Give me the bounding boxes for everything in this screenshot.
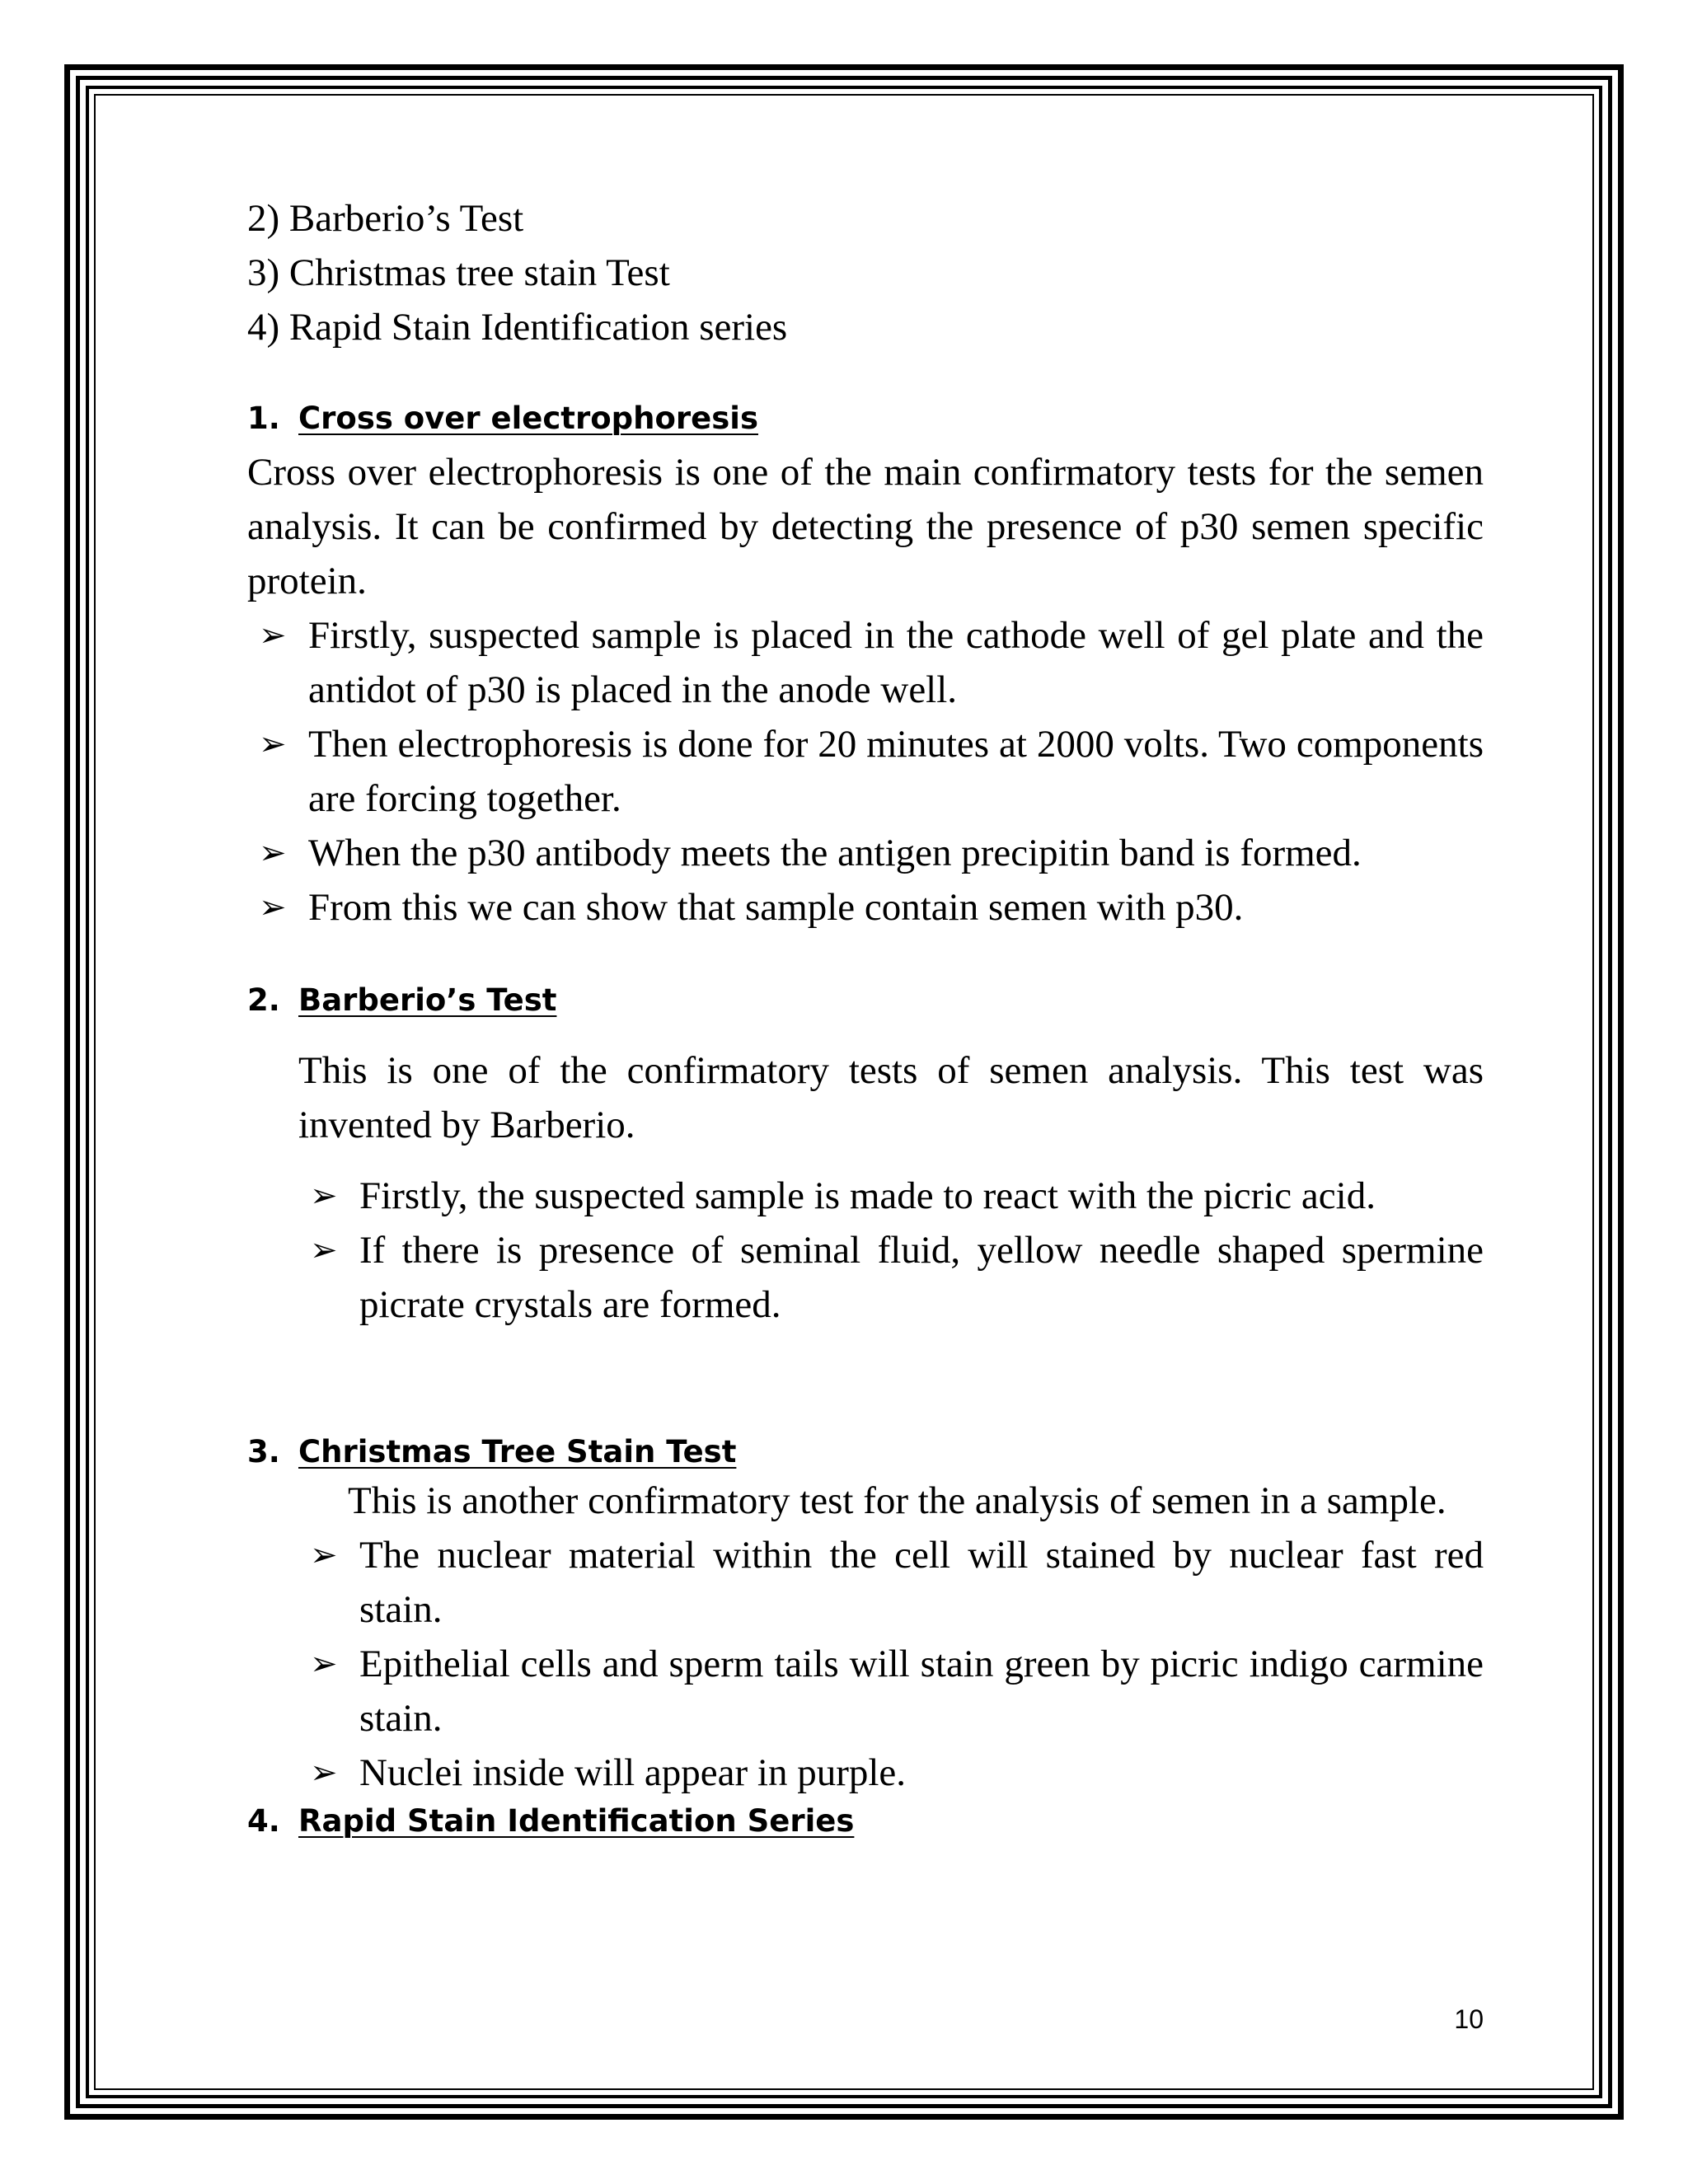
section-rapid-stain-identification-series bbox=[247, 1800, 1484, 1843]
list-item-text: The nuclear material within the cell will stained by nuclear fast red stain. bbox=[359, 1534, 1484, 1631]
section-barberios-test bbox=[247, 979, 1484, 1332]
arrow-bullet-icon: ➢ bbox=[310, 1645, 338, 1683]
arrow-bullet-icon: ➢ bbox=[259, 616, 287, 654]
list-item bbox=[247, 608, 1484, 717]
list-item bbox=[247, 717, 1484, 826]
bullet-list bbox=[298, 1169, 1484, 1332]
list-item-text: Firstly, suspected sample is placed in the cathode well of gel plate and the antidot of p30 is placed in the anode well. bbox=[308, 614, 1484, 711]
arrow-bullet-icon: ➢ bbox=[259, 725, 287, 763]
list-item bbox=[298, 1746, 1484, 1800]
intro-list bbox=[247, 191, 1484, 354]
section-number: 2. bbox=[247, 982, 280, 1018]
arrow-bullet-icon: ➢ bbox=[310, 1231, 338, 1269]
list-item bbox=[298, 1637, 1484, 1746]
list-item-text: From this we can show that sample contain semen with p30. bbox=[308, 886, 1244, 929]
section-christmas-tree-stain-test bbox=[247, 1431, 1484, 1800]
section-cross-over-electrophoresis bbox=[247, 397, 1484, 935]
list-item bbox=[247, 826, 1484, 880]
arrow-bullet-icon: ➢ bbox=[259, 834, 287, 872]
section-title: Barberio’s Test bbox=[298, 982, 557, 1018]
list-item bbox=[298, 1169, 1484, 1223]
section-paragraph: This is another confirmatory test for the analysis of semen in a sample. bbox=[348, 1479, 1447, 1522]
list-item-text: If there is presence of seminal fluid, yellow needle shaped spermine picrate crystals are formed. bbox=[359, 1229, 1484, 1326]
list-item-text: Nuclei inside will appear in purple. bbox=[359, 1751, 907, 1794]
section-number: 3. bbox=[247, 1434, 280, 1469]
list-item bbox=[298, 1528, 1484, 1637]
section-title: Rapid Stain Identification Series bbox=[298, 1803, 855, 1839]
section-heading bbox=[247, 979, 1484, 1022]
arrow-bullet-icon: ➢ bbox=[310, 1177, 338, 1215]
list-item bbox=[298, 1223, 1484, 1332]
section-number: 4. bbox=[247, 1803, 280, 1839]
section-title: Christmas Tree Stain Test bbox=[298, 1434, 737, 1469]
arrow-bullet-icon: ➢ bbox=[259, 888, 287, 926]
section-title: Cross over electrophoresis bbox=[298, 401, 758, 436]
section-paragraph: Cross over electrophoresis is one of the main confirmatory tests for the semen analysis. It can be confirmed by detecting the presence of p30 semen specific protein. bbox=[247, 451, 1484, 602]
list-item-text: Firstly, the suspected sample is made to react with the picric acid. bbox=[359, 1174, 1376, 1217]
list-item bbox=[247, 880, 1484, 935]
section-heading bbox=[247, 1800, 1484, 1843]
page-number: 10 bbox=[1454, 2004, 1484, 2034]
section-heading bbox=[247, 397, 1484, 440]
list-item-text: Then electrophoresis is done for 20 minutes at 2000 volts. Two components are forcing together. bbox=[308, 723, 1484, 820]
intro-item-christmas-tree: 3) Christmas tree stain Test bbox=[247, 251, 670, 294]
list-item-text: When the p30 antibody meets the antigen precipitin band is formed. bbox=[308, 832, 1362, 874]
arrow-bullet-icon: ➢ bbox=[310, 1536, 338, 1574]
section-paragraph: This is one of the confirmatory tests of semen analysis. This test was invented by Barberio. bbox=[298, 1049, 1484, 1146]
section-heading bbox=[247, 1431, 1484, 1474]
bullet-list bbox=[247, 608, 1484, 935]
section-number: 1. bbox=[247, 401, 280, 436]
page-content bbox=[247, 191, 1484, 1843]
list-item-text: Epithelial cells and sperm tails will stain green by picric indigo carmine stain. bbox=[359, 1643, 1484, 1740]
intro-item-rapid-stain: 4) Rapid Stain Identification series bbox=[247, 306, 788, 349]
arrow-bullet-icon: ➢ bbox=[310, 1754, 338, 1792]
intro-item-barberio: 2) Barberio’s Test bbox=[247, 197, 524, 240]
bullet-list bbox=[298, 1528, 1484, 1800]
